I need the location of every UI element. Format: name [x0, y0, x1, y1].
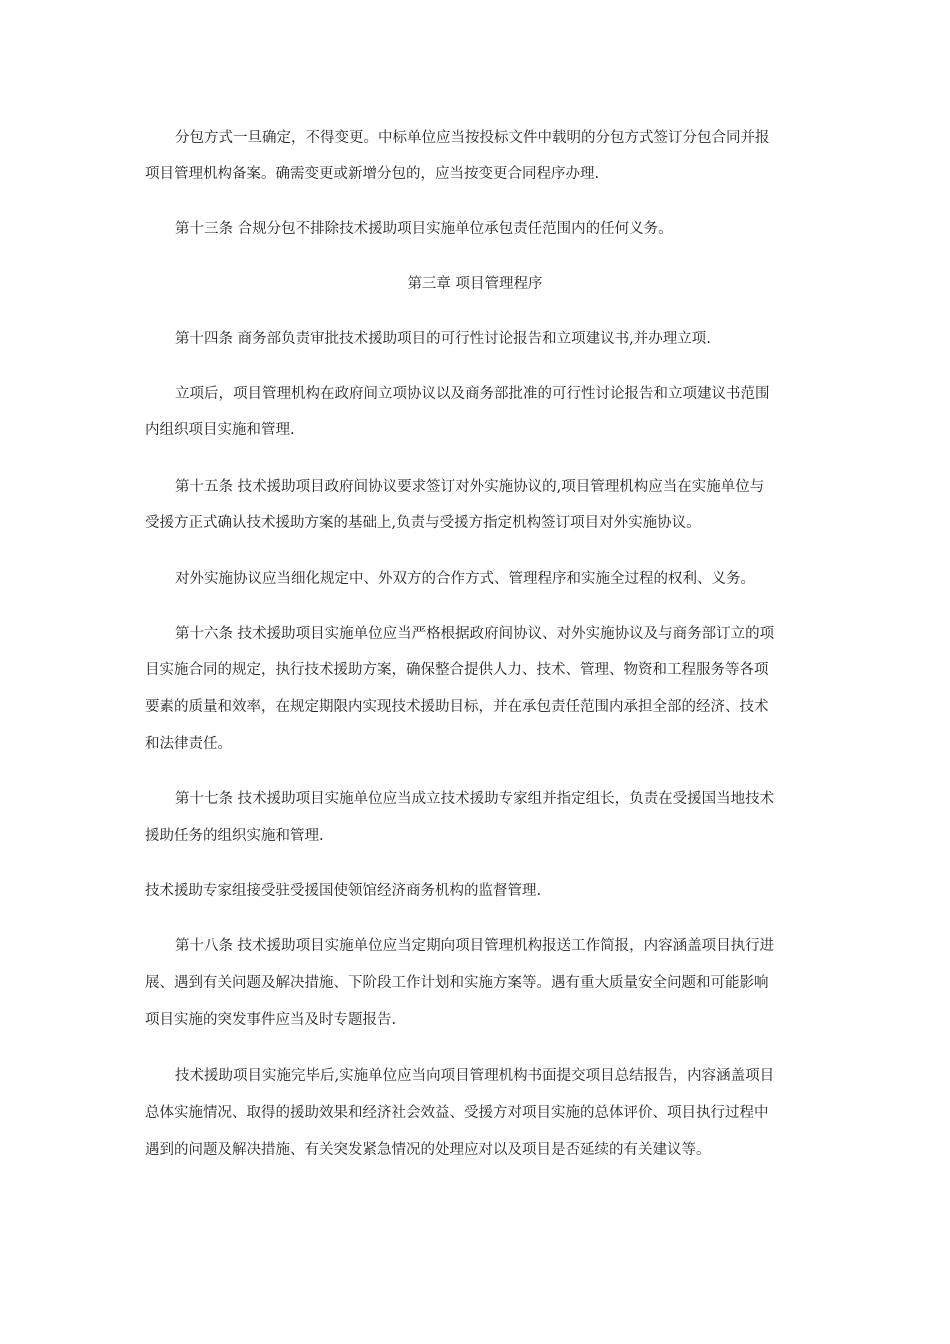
article-14-line-1: 第十四条 商务部负责审批技术援助项目的可行性讨论报告和立项建议书,并办理立项. [175, 331, 711, 347]
completion-line-2: 总体实施情况、取得的援助效果和经济社会效益、受援方对项目实施的总体评价、项目执行过程中 [145, 1105, 769, 1121]
after-approval-line-2: 内组织项目实施和管理. [145, 422, 295, 438]
after-approval-line-1: 立项后，项目管理机构在政府间立项协议以及商务部批准的可行性讨论报告和立项建议书范围 [175, 386, 770, 402]
article-17-line-2: 援助任务的组织实施和管理. [145, 828, 324, 844]
chapter-3-heading: 第三章 项目管理程序 [407, 276, 543, 292]
article-18-line-3: 项目实施的突发事件应当及时专题报告. [145, 1012, 397, 1028]
paragraph-subcontract-line-2: 项目管理机构备案。确需变更或新增分包的，应当按变更合同程序办理. [145, 166, 600, 182]
article-18-line-1: 第十八条 技术援助项目实施单位应当定期向项目管理机构报送工作简报，内容涵盖项目执行进 [175, 938, 775, 954]
article-16-line-4: 和法律责任。 [145, 736, 232, 752]
article-16-line-3: 要素的质量和效率，在规定期限内实现技术援助目标，并在承包责任范围内承担全部的经济、技术 [145, 699, 769, 715]
article-15-line-2: 受援方正式确认技术援助方案的基础上,负责与受援方指定机构签订项目对外实施协议。 [145, 515, 701, 531]
article-18-line-2: 展、遇到有关问题及解决措施、下阶段工作计划和实施方案等。遇有重大质量安全问题和可能影响 [145, 975, 769, 991]
completion-line-1: 技术援助项目实施完毕后,实施单位应当向项目管理机构书面提交项目总结报告，内容涵盖项目 [175, 1068, 775, 1084]
expert-group-line-1: 技术援助专家组接受驻受援国使领馆经济商务机构的监督管理. [145, 883, 542, 899]
article-15-line-1: 第十五条 技术援助项目政府间协议要求签订对外实施协议的,项目管理机构应当在实施单位与 [175, 479, 765, 495]
article-16-line-1: 第十六条 技术援助项目实施单位应当严格根据政府间协议、对外实施协议及与商务部订立的项 [175, 626, 775, 642]
completion-line-3: 遇到的问题及解决措施、有关突发紧急情况的处理应对以及项目是否延续的有关建议等。 [145, 1142, 711, 1158]
paragraph-subcontract-line-1: 分包方式一旦确定，不得变更。中标单位应当按投标文件中载明的分包方式签订分包合同并报 [175, 130, 770, 146]
article-16-line-2: 目实施合同的规定，执行技术援助方案，确保整合提供人力、技术、管理、物资和工程服务等各项 [145, 662, 769, 678]
article-13-line-1: 第十三条 合规分包不排除技术援助项目实施单位承包责任范围内的任何义务。 [175, 221, 673, 237]
article-17-line-1: 第十七条 技术援助项目实施单位应当成立技术援助专家组并指定组长，负责在受援国当地技术 [175, 791, 775, 807]
external-agreement-line-1: 对外实施协议应当细化规定中、外双方的合作方式、管理程序和实施全过程的权利、义务。 [175, 571, 755, 587]
